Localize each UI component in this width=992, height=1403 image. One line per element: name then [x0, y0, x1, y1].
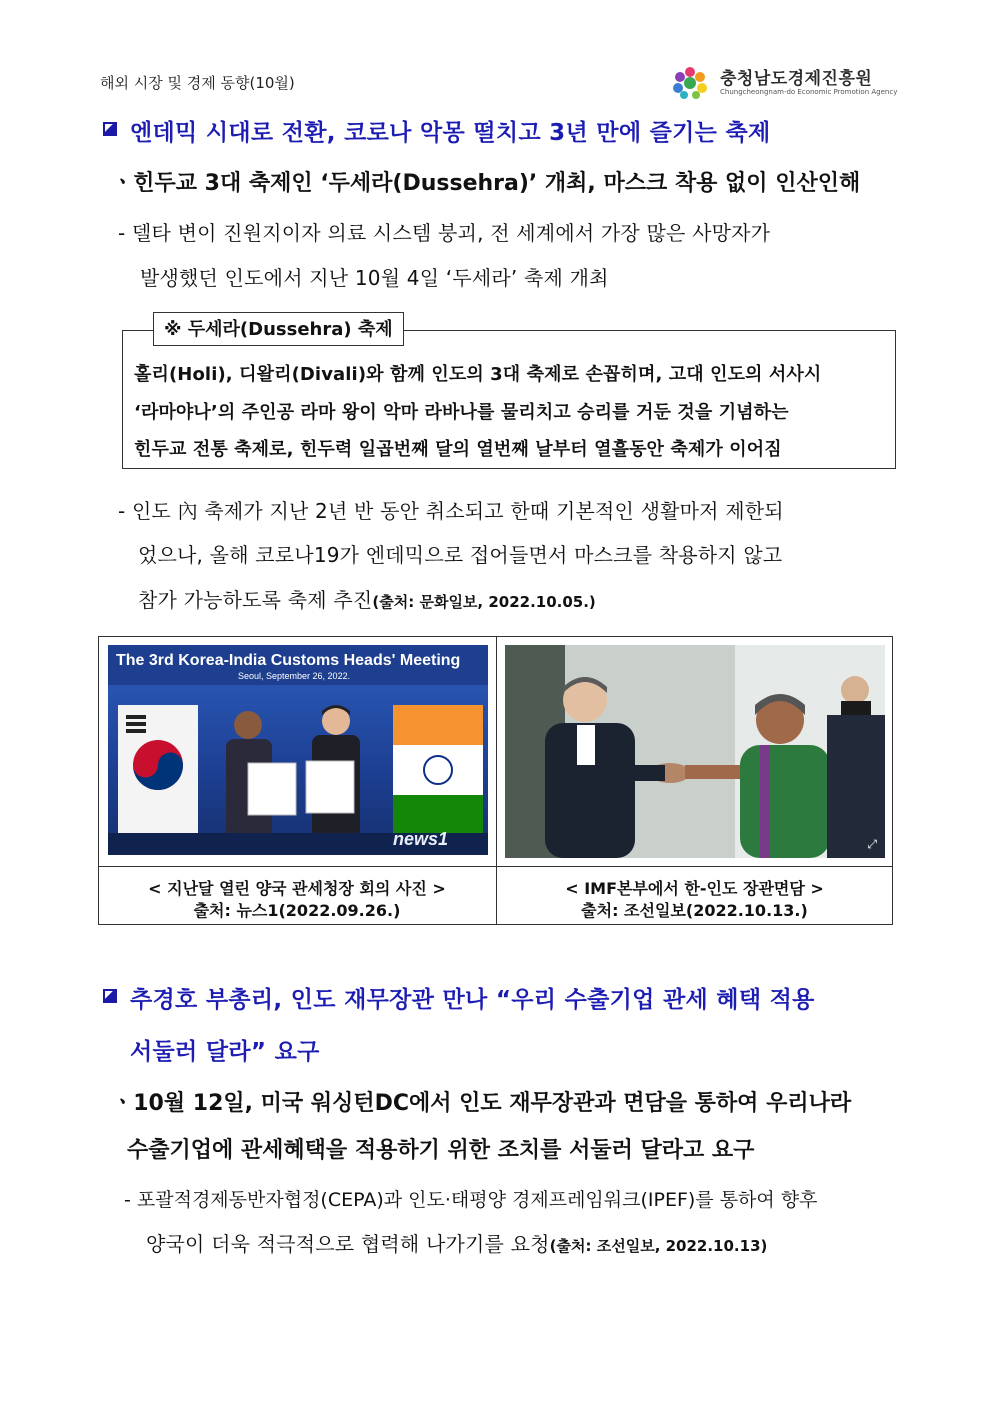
section2-title-line1: 추경호 부총리, 인도 재무장관 만나 “우리 수출기업 관세 혜택 적용: [130, 987, 815, 1013]
section1-para2-line1: - 인도 內 축제가 지난 2년 반 동안 취소되고 한때 기본적인 생활마저 제한되: [118, 499, 784, 523]
section2-para-line2: [146, 1228, 767, 1257]
section-marker-icon: [103, 122, 117, 136]
para2-text: 참가 가능하도록 축제 추진: [138, 588, 373, 612]
section1-para2-line2: 었으나, 올해 코로나19가 엔데믹으로 접어들면서 마스크를 착용하지 않고: [138, 543, 783, 567]
section1-para1-line2: 발생했던 인도에서 지난 10월 4일 ‘두세라’ 축제 개최: [140, 266, 609, 290]
section1-para2-line3: [138, 584, 596, 613]
imf-meeting-illustration: [505, 645, 885, 858]
photo2-caption: < IMF본부에서 한-인도 장관면담 >: [565, 879, 824, 898]
para2-source: (출처: 문화일보, 2022.10.05.): [372, 593, 596, 611]
info-box-line: 홀리(Holi), 디왈리(Divali)와 함께 인도의 3대 축제로 손꼽히며, 고대 인도의 서사시: [134, 364, 822, 385]
dussehra-info-tab: ※ 두세라(Dussehra) 축제: [153, 312, 404, 346]
section1-bullet: ㆍ힌두교 3대 축제인 ‘두세라(Dussehra)’ 개최, 마스크 착용 없이 인산인해: [112, 171, 861, 196]
photo-banner-text: The 3rd Korea-India Customs Heads' Meeting: [116, 652, 461, 669]
photo-banner-sub: Seoul, September 26, 2022.: [238, 671, 351, 681]
section1-title: 엔데믹 시대로 전환, 코로나 악몽 떨치고 3년 만에 즐기는 축제: [130, 120, 771, 146]
photo1-caption: < 지난달 열린 양국 관세청장 회의 사진 >: [148, 879, 446, 898]
org-logo: [668, 60, 908, 108]
section2-bullet-line2: 수출기업에 관세혜택을 적용하기 위한 조치를 서둘러 달라고 요구: [127, 1138, 755, 1163]
section2-bullet-line1: ㆍ10월 12일, 미국 워싱턴DC에서 인도 재무장관과 면담을 통하여 우리나라: [112, 1091, 852, 1116]
section2-para-line1: - 포괄적경제동반자협정(CEPA)과 인도·태평양 경제프레임워크(IPEF)를 통하여 향후: [124, 1189, 818, 1211]
info-box-line: ‘라마야나’의 주인공 라마 왕이 악마 라바나를 물리치고 승리를 거둔 것을 기념하는: [134, 402, 789, 423]
customs-meeting-illustration: [108, 645, 488, 855]
section2-para-text: 양국이 더욱 적극적으로 협력해 나가기를 요청: [146, 1232, 550, 1256]
photo1-source: 출처: 뉴스1(2022.09.26.): [193, 901, 401, 920]
photo-table-divider: [98, 866, 893, 867]
photo-watermark: news1: [393, 829, 449, 849]
photo2-source: 출처: 조선일보(2022.10.13.): [581, 901, 808, 920]
section1-para1-line1: - 델타 변이 진원지이자 의료 시스템 붕괴, 전 세계에서 가장 많은 사망자가: [118, 221, 771, 245]
org-name: 충청남도경제진흥원: [720, 69, 873, 89]
section2-para-source: (출처: 조선일보, 2022.10.13): [549, 1237, 768, 1255]
section-marker-icon: [103, 989, 117, 1003]
customs-meeting-photo: [108, 645, 488, 855]
info-box-line: 힌두교 전통 축제로, 힌두력 일곱번째 달의 열번째 날부터 열흘동안 축제가 이어짐: [134, 439, 782, 460]
header-title: 해외 시장 및 경제 동향(10월): [100, 74, 295, 92]
expand-icon[interactable]: ⤢: [867, 837, 877, 851]
logo-flower-icon: [668, 62, 712, 106]
section2-title-line2: 서둘러 달라” 요구: [130, 1039, 320, 1065]
org-name-en: Chungcheongnam-do Economic Promotion Agency: [720, 88, 898, 96]
imf-meeting-photo: [505, 645, 885, 858]
